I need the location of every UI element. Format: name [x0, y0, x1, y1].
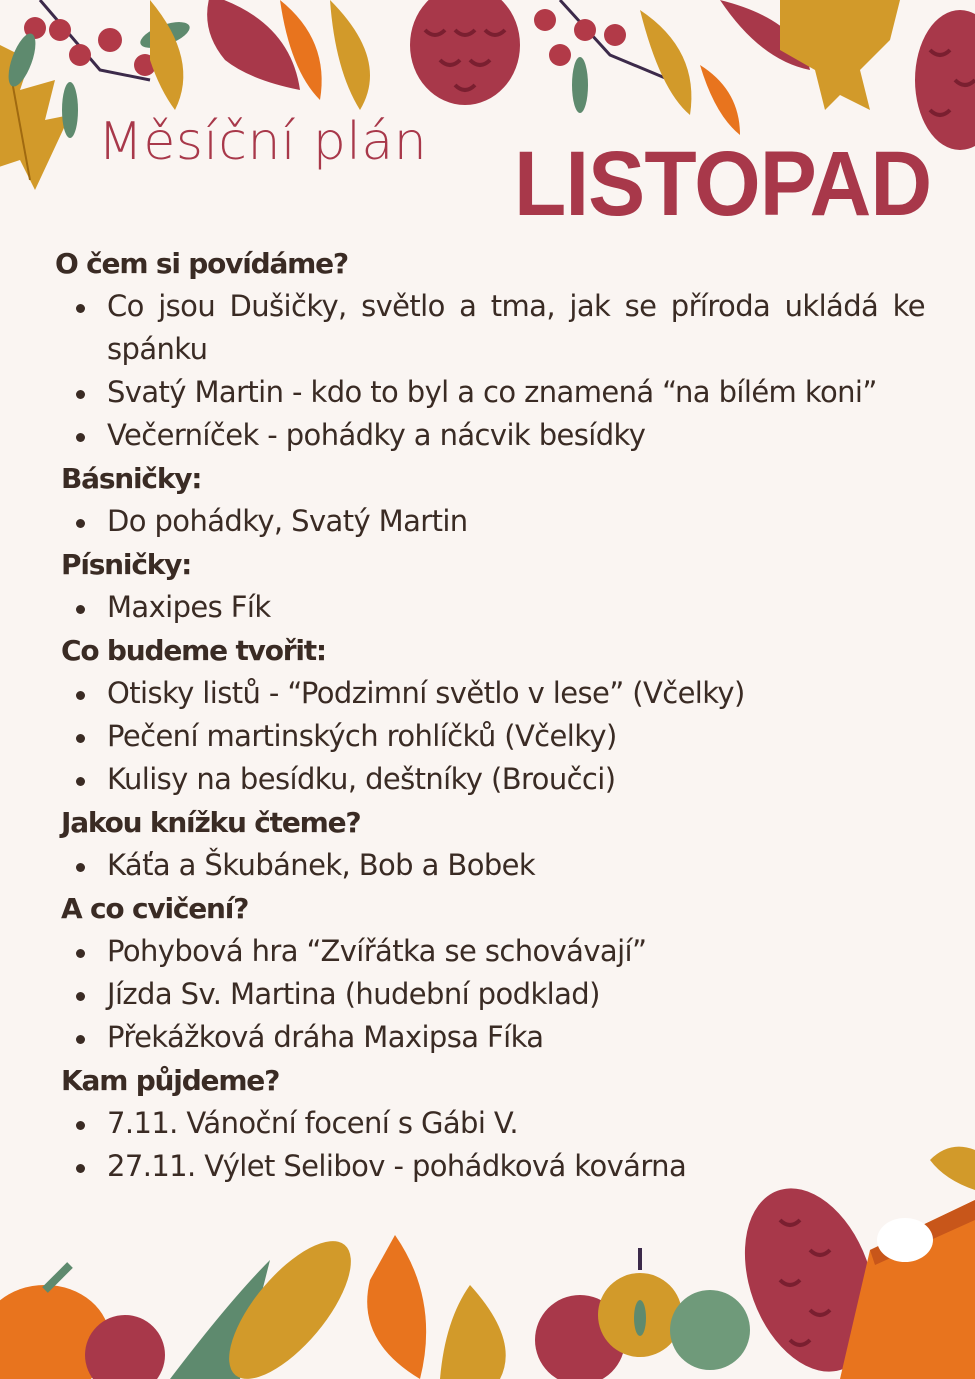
apple-icon: [535, 1248, 750, 1379]
oak-leaf-icon: [367, 1235, 506, 1379]
pinecone-icon: [915, 10, 975, 150]
oak-leaf-icon: [150, 0, 370, 110]
list-item: Do pohádky, Svatý Martin: [107, 500, 925, 543]
list-item: Pečení martinských rohlíčků (Včelky): [107, 715, 925, 758]
section-poems: [55, 457, 925, 543]
crafts-list: [55, 672, 925, 801]
list-item: Co jsou Dušičky, světlo a tma, jak se příroda ukládá ke spánku: [107, 285, 925, 371]
pumpkin-icon: [0, 1265, 165, 1379]
section-heading: O čem si povídáme?: [55, 247, 348, 280]
pinecone-icon: [410, 0, 520, 105]
list-item: Otisky listů - “Podzimní světlo v lese” (Včelky): [107, 672, 925, 715]
poems-list: [55, 500, 925, 543]
autumn-harvest-bottom-border: [0, 1140, 975, 1379]
subtitle-monthly-plan: Měsíční plán: [98, 112, 428, 172]
list-item: Svatý Martin - kdo to byl a co znamená “na bílém koni”: [107, 371, 925, 414]
section-heading: Básničky:: [61, 462, 202, 495]
section-songs: [55, 543, 925, 629]
section-heading: Kam půjdeme?: [61, 1064, 280, 1097]
list-item: Překážková dráha Maxipsa Fíka: [107, 1016, 925, 1059]
list-item: Kulisy na besídku, deštníky (Broučci): [107, 758, 925, 801]
list-item: Maxipes Fík: [107, 586, 925, 629]
list-item: Káťa a Škubánek, Bob a Bobek: [107, 844, 925, 887]
section-topics: [55, 242, 925, 457]
topics-list: [55, 285, 925, 457]
section-exercise: [55, 887, 925, 1059]
books-list: [55, 844, 925, 887]
list-item: Jízda Sv. Martina (hudební podklad): [107, 973, 925, 1016]
list-item: Pohybová hra “Zvířátka se schovávají”: [107, 930, 925, 973]
list-item: Večerníček - pohádky a nácvik besídky: [107, 414, 925, 457]
exercise-list: [55, 930, 925, 1059]
section-heading: Jakou knížku čteme?: [61, 806, 361, 839]
corn-icon: [170, 1222, 371, 1379]
list-item: 27.11. Výlet Selibov - pohádková kovárna: [107, 1145, 925, 1188]
maple-leaf-icon: [780, 0, 900, 110]
section-crafts: [55, 629, 925, 801]
plan-content: [55, 242, 925, 1188]
songs-list: [55, 586, 925, 629]
section-heading: Písničky:: [61, 548, 192, 581]
section-heading: A co cvičení?: [61, 892, 249, 925]
page-title-month: LISTOPAD: [514, 133, 932, 235]
maple-leaf-icon: [0, 40, 70, 190]
section-books: [55, 801, 925, 887]
section-heading: Co budeme tvořit:: [61, 634, 326, 667]
list-item: 7.11. Vánoční focení s Gábi V.: [107, 1102, 925, 1145]
